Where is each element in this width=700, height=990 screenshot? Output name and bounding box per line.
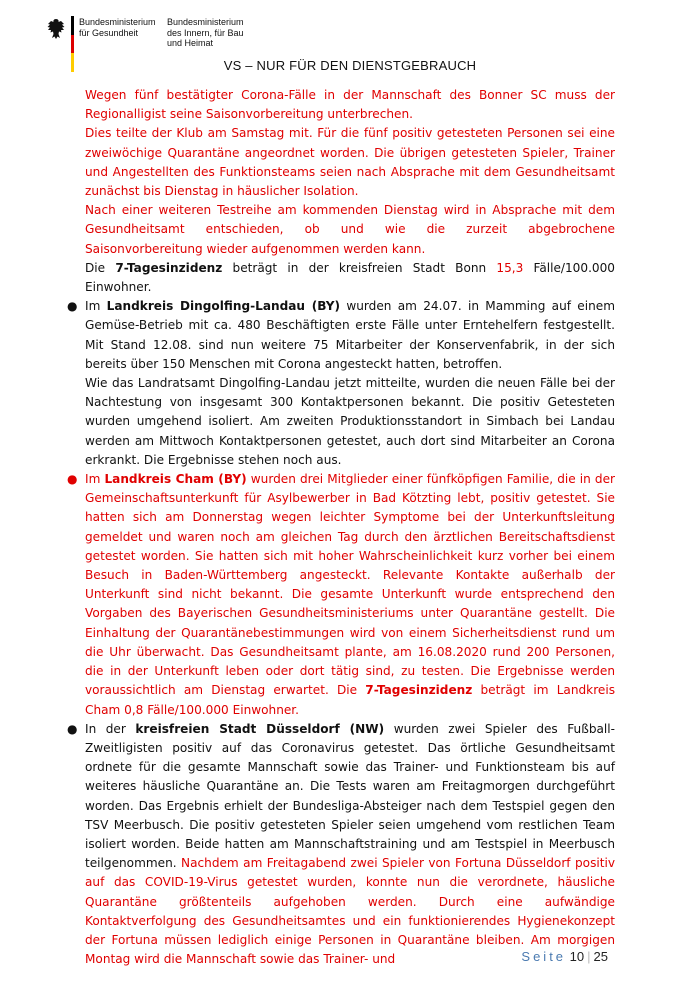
- document-body: [67, 86, 616, 969]
- page-separator: |: [587, 949, 591, 964]
- bullet-icon: ●: [67, 472, 78, 487]
- page-current: 10: [569, 949, 585, 964]
- bonn-paragraph-3: Nach einer weiteren Testreihe am kommenden Dienstag wird in Absprache mit dem Gesundheitsamt entschieden, ob und wie die zurzeit abgebrochene Saisonvorbereitung wieder aufgenommen werden kann.: [85, 203, 615, 256]
- page-total: 25: [593, 949, 608, 964]
- ministry-health-name: Bundesministerium für Gesundheit: [79, 17, 156, 38]
- federal-eagle-icon: [46, 18, 66, 40]
- bonn-paragraph-1: Wegen fünf bestätigter Corona-Fälle in der Mannschaft des Bonner SC muss der Regionalligist seine Saisonvorbereitung unterbrechen.: [85, 88, 615, 122]
- bonn-paragraph-2: Dies teilte der Klub am Samstag mit. Für die fünf positiv getesteten Personen sei eine zweiwöchige Quarantäne angeordnet worden. Die übrigen getesteten Spieler, Trainer und Angestellten des Funktionsteams seien nach Absprache mit dem Gesundheitsamt zunächst bis Dienstag in häuslicher Isolation.: [85, 126, 615, 199]
- list-item-cham: ● Im Landkreis Cham (BY) wurden drei Mitglieder einer fünfköpfigen Familie, die in der Gemeinschaftsunterkunft für Asylbewerber in Bad Kötzting lebt, positiv getestet. Sie hatten sich am Donnerstag wegen leichter Symptome bei der Unterkunftsleitung gemeldet und waren noch am gleichen Tag durch den ärztlichen Bereitschaftsdienst getestet worden. Sie hatten sich mit hoher Wahrscheinlichkeit kurz vorher bei einem Besuch in Baden-Württemberg angesteckt. Relevante Kontakte außerhalb der Unterkunft sind nicht bekannt. Die gesamte Unterkunft wurde entsprechend den Vorgaben des Bayerischen Gesundheitsministeriums unter Quarantäne gestellt. Die Einhaltung der Quarantänebestimmungen wird von einem Sicherheitsdienst rund um die Uhr überwacht. Das Gesundheitsamt plante, am 16.08.2020 rund 200 Personen, die in der Unterkunft leben oder dort tätig sind, zu testen. Die Ergebnisse werden voraussichtlich am Dienstag erwartet. Die 7-Tagesinzidenz beträgt im Landkreis Cham 0,8 Fälle/100.000 Einwohner.: [67, 472, 615, 717]
- bullet-icon: ●: [67, 299, 78, 314]
- page-number: [521, 949, 608, 964]
- bonn-incidence-value: 15,3: [496, 260, 524, 275]
- bonn-incidence: Die 7-Tagesinzidenz beträgt in der kreisfreien Stadt Bonn 15,3 Fälle/100.000 Einwohner.: [85, 260, 616, 295]
- bullet-icon: ●: [67, 721, 78, 736]
- page-word: Seite: [521, 949, 567, 964]
- dingolfing-paragraph-2: Wie das Landratsamt Dingolfing-Landau jetzt mitteilte, wurden die neuen Fälle bei der Nachtestung von insgesamt 300 Kontaktpersonen bekannt. Die positiv Getesteten wurden umgehend isoliert. Am zweiten Produktionsstandort in Simbach bei Landau werden am Mittwoch Kontaktpersonen getestet, auch dort sind Mitarbeiter an Corona erkrankt. Die Ergebnisse stehen noch aus.: [85, 376, 615, 467]
- classification-line: VS – NUR FÜR DEN DIENSTGEBRAUCH: [223, 58, 477, 73]
- ministry-interior-name: Bundesministerium des Innern, für Bau und Heimat: [167, 17, 244, 48]
- list-item-dingolfing: ● Im Landkreis Dingolfing-Landau (BY) wurden am 24.07. in Mamming auf einem Gemüse-Betrieb mit ca. 480 Beschäftigten erste Fälle unter Erntehelfern festgestellt. Mit Stand 12.08. sind nun weitere 75 Mitarbeiter der Konservenfabrik, in der sich bereits über 150 Menschen mit Corona angesteckt hatten, betroffen. Wie das Landratsamt Dingolfing-Landau jetzt mitteilte, wurden die neuen Fälle bei der Nachtestung von insgesamt 300 Kontaktpersonen bekannt. Die positiv Getesteten wurden umgehend isoliert. Am zweiten Produktionsstandort in Simbach bei Landau werden am Mittwoch Kontaktpersonen getestet, auch dort sind Mitarbeiter an Corona erkrankt. Die Ergebnisse stehen noch aus.: [85, 297, 615, 470]
- list-item-duesseldorf: ● In der kreisfreien Stadt Düsseldorf (NW) wurden zwei Spieler des Fußball-Zweitligisten positiv auf das Coronavirus getestet. Das örtliche Gesundheitsamt ordnete für die gesamte Mannschaft sowie das Trainer- und Funktionsteam bis auf weiteres häusliche Quarantäne an. Die Tests waren am Freitagmorgen durchgeführt worden. Das Ergebnis erhielt der Bundesliga-Absteiger nach dem Testspiel gegen den TSV Meerbusch. Die positiv getesteten Spieler seien umgehend vom restlichen Team isoliert worden. Beide hatten am Mannschaftstraining und am Testspiel in Meerbusch teilgenommen. Nachdem am Freitagabend zwei Spieler von Fortuna Düsseldorf positiv auf das COVID-19-Virus getestet wurden, konnte nun die verordnete, häusliche Quarantäne größtenteils aufgehoben werden. Durch eine aufwändige Kontaktverfolgung des Gesundheitsamtes und ein funktionierendes Hygienekonzept der Fortuna müssen lediglich einige Personen in Quarantäne bleiben. Am morgigen Montag wird die Mannschaft sowie das Trainer- und: [67, 721, 616, 967]
